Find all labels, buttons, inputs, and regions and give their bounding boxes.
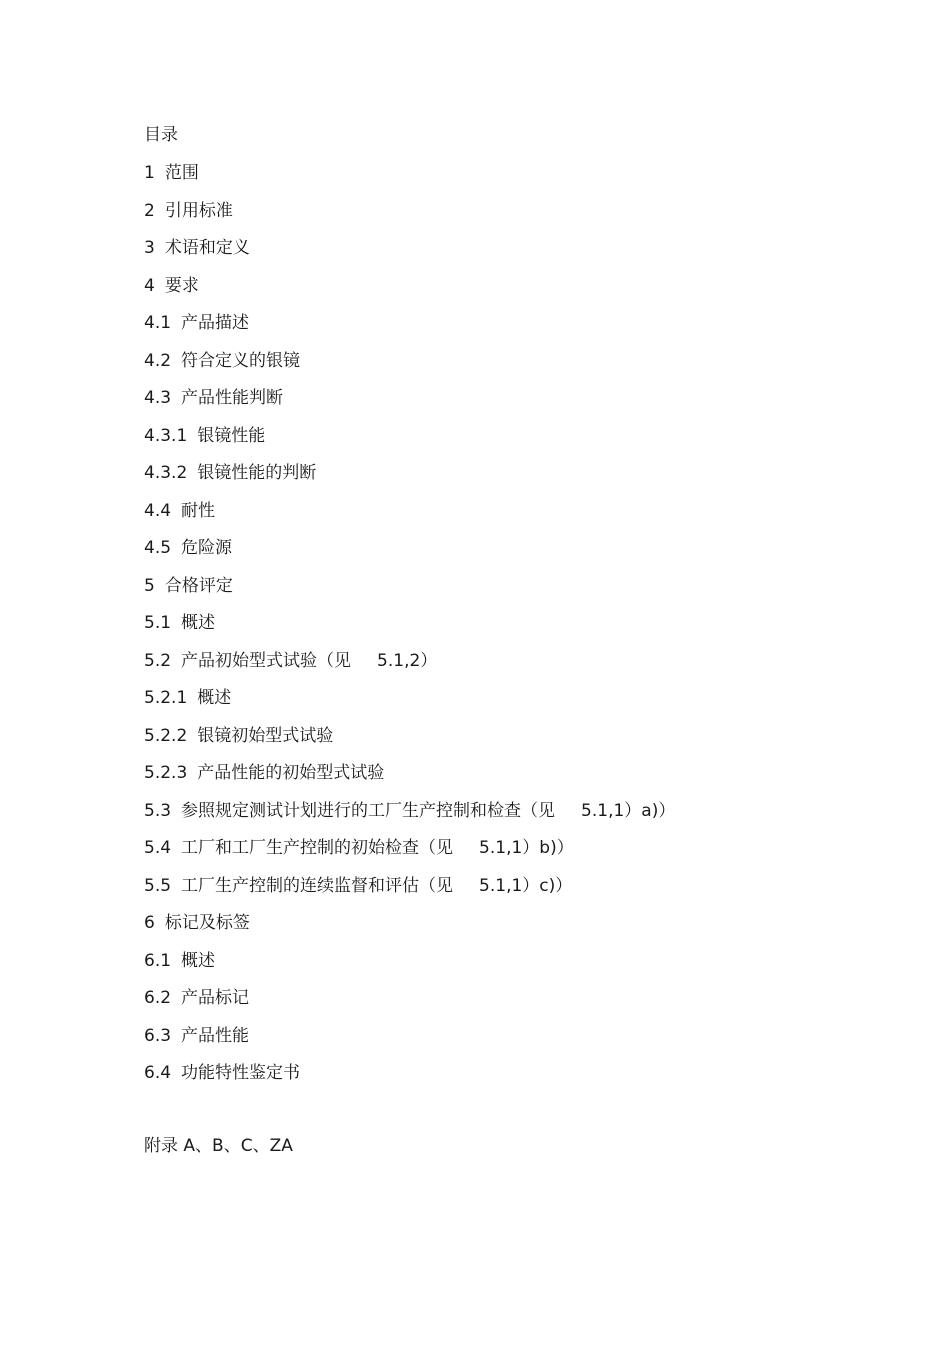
toc-entry xyxy=(144,650,675,688)
toc-entry-number: 5.1 xyxy=(144,613,172,633)
toc-entry-text: 银镜性能 xyxy=(197,425,266,446)
toc-entry-text: 概述 xyxy=(181,613,216,633)
toc-entry-reference: 5.1,2） xyxy=(377,650,438,671)
toc-entry-text: 产品性能的初始型式试验 xyxy=(197,763,385,783)
toc-entry-text: 概述 xyxy=(181,950,216,971)
toc-entry-reference: 5.1,1）a)） xyxy=(581,800,676,821)
appendix-line: 附录 A、B、C、ZA xyxy=(144,1136,293,1156)
toc-title: 目录 xyxy=(144,125,178,145)
toc-entry xyxy=(144,237,675,275)
toc-entry-text: 产品标记 xyxy=(181,988,250,1008)
toc-entry-number: 6.3 xyxy=(144,1025,172,1046)
toc-entry-number: 5.2 xyxy=(144,650,172,671)
toc-entry-number: 4.2 xyxy=(144,350,172,371)
toc-entry-number: 5.5 xyxy=(144,875,172,896)
toc-entry xyxy=(144,612,675,650)
toc-entry-number: 5 xyxy=(144,575,155,596)
toc-entry-number: 4.3.2 xyxy=(144,463,188,483)
toc-entry-number: 6.4 xyxy=(144,1063,172,1083)
toc-entry-number: 5.4 xyxy=(144,838,172,858)
toc-entry-text: 工厂生产控制的连续监督和评估（见 xyxy=(181,875,454,896)
toc-entry-number: 4.3 xyxy=(144,388,172,408)
toc-entry-number: 5.2.3 xyxy=(144,763,188,783)
toc-entry-number: 1 xyxy=(144,163,155,183)
toc-entry-reference: 5.1,1）c)） xyxy=(479,875,573,896)
toc-entry-text: 工厂和工厂生产控制的初始检查（见 xyxy=(181,838,454,858)
toc-entry-reference: 5.1,1）b)） xyxy=(479,838,574,858)
toc-entry-text: 危险源 xyxy=(181,538,233,558)
toc-entry xyxy=(144,1025,675,1063)
toc-entry-text: 产品性能 xyxy=(181,1025,250,1046)
toc-entry-number: 5.3 xyxy=(144,800,172,821)
toc-entry-text: 术语和定义 xyxy=(164,238,250,258)
toc-entry-number: 2 xyxy=(144,200,155,221)
toc-list xyxy=(144,162,675,1100)
toc-entry-number: 4 xyxy=(144,275,155,296)
toc-entry xyxy=(144,875,675,913)
toc-entry-number: 5.2.2 xyxy=(144,725,188,746)
toc-entry-text: 功能特性鉴定书 xyxy=(181,1063,301,1083)
toc-entry-number: 6 xyxy=(144,913,155,933)
toc-entry-text: 参照规定测试计划进行的工厂生产控制和检查（见 xyxy=(181,800,556,821)
toc-entry-text: 产品性能判断 xyxy=(181,388,284,408)
toc-entry xyxy=(144,725,675,763)
toc-entry-text: 银镜性能的判断 xyxy=(197,463,317,483)
toc-entry-number: 4.3.1 xyxy=(144,425,188,446)
toc-entry-text: 耐性 xyxy=(181,500,216,521)
toc-entry xyxy=(144,350,675,388)
toc-entry xyxy=(144,950,675,988)
toc-entry-text: 产品描述 xyxy=(181,313,250,333)
toc-entry-text: 合格评定 xyxy=(164,575,233,596)
toc-entry-number: 4.1 xyxy=(144,313,172,333)
toc-entry-number: 4.4 xyxy=(144,500,172,521)
toc-entry-text: 范围 xyxy=(164,163,199,183)
toc-entry xyxy=(144,275,675,313)
toc-entry-text: 概述 xyxy=(197,688,232,708)
toc-entry xyxy=(144,200,675,238)
toc-entry xyxy=(144,687,675,725)
toc-entry-number: 3 xyxy=(144,238,155,258)
toc-entry-text: 银镜初始型式试验 xyxy=(197,725,334,746)
toc-entry xyxy=(144,987,675,1025)
toc-entry xyxy=(144,837,675,875)
toc-entry-number: 5.2.1 xyxy=(144,688,188,708)
toc-entry xyxy=(144,537,675,575)
toc-entry-text: 引用标准 xyxy=(164,200,233,221)
toc-entry xyxy=(144,912,675,950)
toc-entry xyxy=(144,800,675,838)
toc-entry xyxy=(144,575,675,613)
toc-entry-number: 6.2 xyxy=(144,988,172,1008)
toc-entry xyxy=(144,762,675,800)
toc-entry xyxy=(144,462,675,500)
toc-entry xyxy=(144,1062,675,1100)
toc-entry xyxy=(144,387,675,425)
toc-entry-number: 6.1 xyxy=(144,950,172,971)
toc-entry-text: 要求 xyxy=(164,275,199,296)
toc-entry-number: 4.5 xyxy=(144,538,172,558)
toc-entry xyxy=(144,312,675,350)
toc-entry xyxy=(144,425,675,463)
toc-entry xyxy=(144,500,675,538)
toc-entry-text: 符合定义的银镜 xyxy=(181,350,301,371)
toc-entry-text: 标记及标签 xyxy=(164,913,250,933)
toc-entry xyxy=(144,162,675,200)
toc-entry-text: 产品初始型式试验（见 xyxy=(181,650,352,671)
